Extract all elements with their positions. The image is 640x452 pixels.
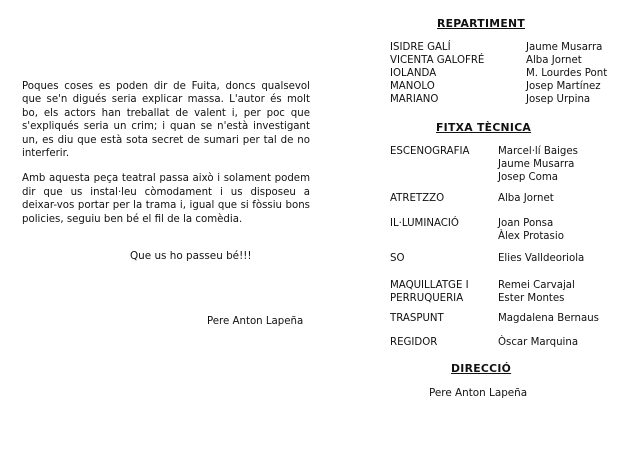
tech-area (390, 337, 437, 350)
cast-actor: M. Lourdes Pont (526, 68, 608, 79)
tech-area-line: PERRUQUERIA (390, 292, 464, 304)
tech-person: Marcel·lí Baiges (498, 146, 578, 157)
cast-role: VICENTA GALOFRÉ (390, 55, 485, 66)
cast-actor: Jaume Musarra (526, 42, 603, 53)
cast-role: MANOLO (390, 81, 435, 92)
tech-people (498, 193, 554, 206)
cast-role: IOLANDA (390, 68, 437, 79)
signature: Pere Anton Lapeña (207, 316, 304, 327)
tech-person: Òscar Marquina (498, 337, 579, 348)
tech-person: Àlex Protasio (498, 230, 564, 242)
tech-area (390, 218, 459, 231)
tech-people (498, 146, 578, 184)
intro-paragraph-2: Amb aquesta peça teatral passa això i solament podem dir que us instal·leu còmodament i us disposeu a deixar-vos portar per la trama i, igual que si fòssiu bons policies, seguiu ben bé el fil de la comèdia. (22, 173, 310, 225)
cast-heading: REPARTIMENT (437, 17, 525, 30)
tech-person: Josep Coma (498, 171, 559, 183)
tech-area-line: TRASPUNT (390, 313, 444, 324)
tech-people (498, 313, 599, 326)
tech-people (498, 337, 578, 350)
direction-heading: DIRECCIÓ (451, 362, 512, 375)
tech-area (390, 253, 405, 266)
tech-person: Jaume Musarra (498, 158, 575, 170)
tech-area-line: REGIDOR (390, 337, 438, 348)
cast-actor: Alba Jornet (526, 55, 582, 66)
tech-area-line: ESCENOGRAFIA (390, 146, 470, 157)
tech-area (390, 146, 469, 159)
tech-person: Remei Carvajal (498, 280, 575, 291)
tech-area-line: MAQUILLATGE I (390, 280, 469, 291)
tech-people (498, 253, 584, 266)
intro-paragraph-1: Poques coses es poden dir de Fuita, doncs qualsevol que se'n digués seria explicar massa. L'autor és molt bo, els actors han treballat de valent i, per poc que s'expliqués seria un crim; i quan se n'està investigant un, es diu que està sota secret de sumari per tal de no interferir. (22, 81, 310, 160)
tech-person: Elies Valldeoriola (498, 253, 585, 264)
tech-people (498, 280, 575, 306)
tech-people (498, 218, 564, 244)
tech-area-line: SO (390, 253, 405, 264)
tech-person: Joan Ponsa (498, 218, 554, 229)
intro-text (22, 80, 310, 238)
cast-role: ISIDRE GALÍ (390, 42, 451, 53)
tech-area (390, 193, 444, 206)
tech-area (390, 280, 469, 306)
cast-actor: Josep Martínez (526, 81, 601, 92)
tech-area (390, 313, 444, 326)
tech-area-line: IL·LUMINACIÓ (390, 218, 459, 229)
cast-actor: Josep Urpina (526, 94, 591, 105)
tech-heading: FITXA TÈCNICA (436, 121, 532, 134)
tech-person: Ester Montes (498, 292, 565, 304)
cast-role: MARIANO (390, 94, 439, 105)
director-name: Pere Anton Lapeña (429, 387, 528, 399)
tech-person: Magdalena Bernaus (498, 313, 599, 324)
tech-area-line: ATRETZZO (390, 193, 445, 204)
tech-person: Alba Jornet (498, 193, 554, 204)
greeting: Que us ho passeu bé!!! (130, 250, 252, 262)
